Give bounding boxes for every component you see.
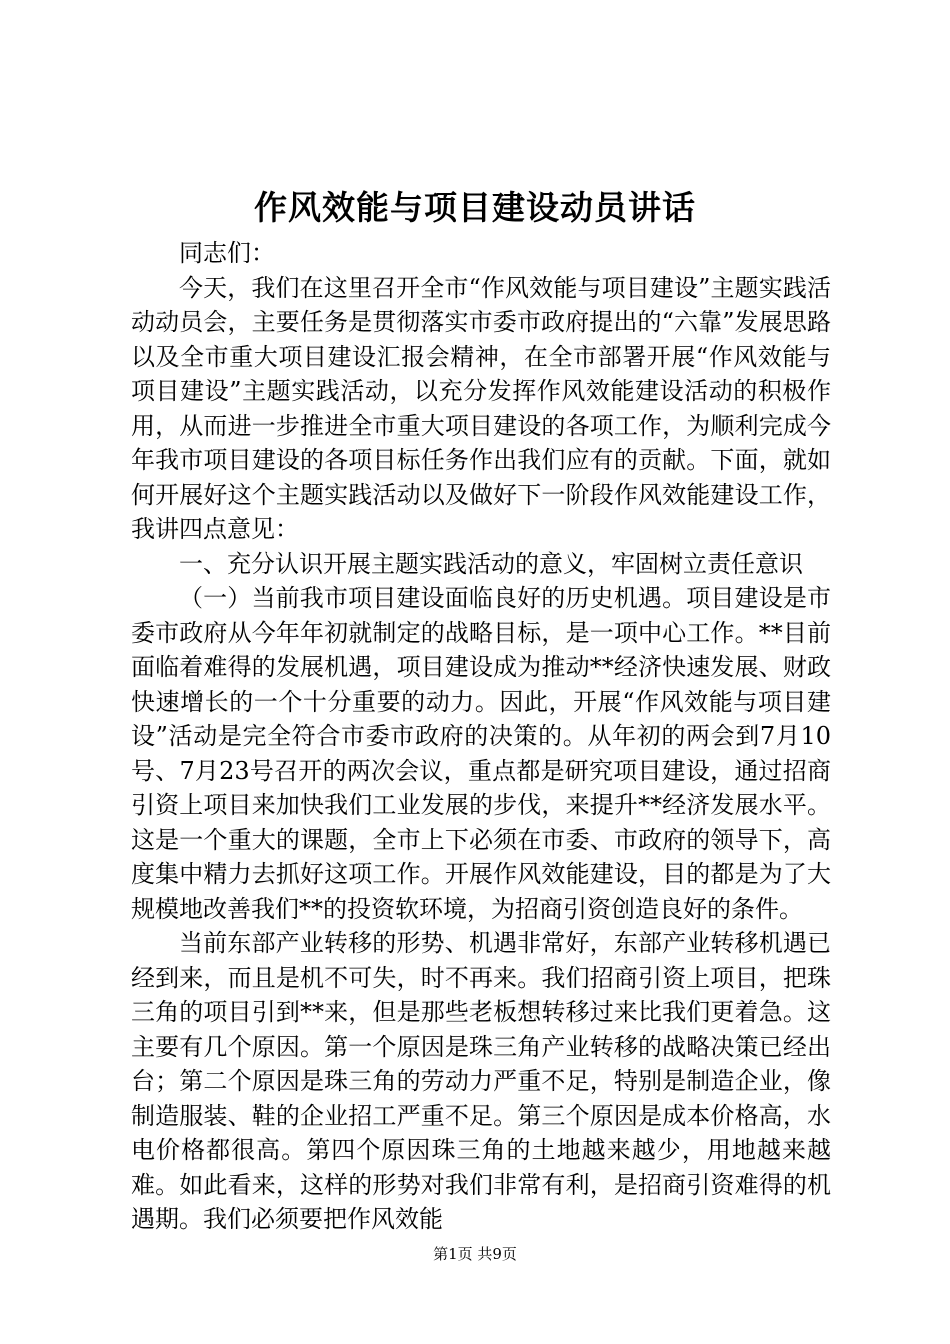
body-paragraph: 当前东部产业转移的形势、机遇非常好，东部产业转移机遇已经到来，而且是机不可失，时不再来。我们招商引资上项目，把珠三角的项目引到**来，但是那些老板想转移过来比我们更着急。这主要有几个原因。第一个原因是珠三角产业转移的战略决策已经出台；第二个原因是珠三角的劳动力严重不足，特别是制造企业，像制造服装、鞋的企业招工严重不足。第三个原因是成本价格高，水电价格都很高。第四个原因珠三角的土地越来越少，用地越来越难。如此看来，这样的形势对我们非常有利，是招商引资难得的机遇期。我们必须要把作风效能 [131, 929, 831, 1233]
page-footer: 第1页 共9页 [433, 1245, 517, 1263]
document-title: 作风效能与项目建设动员讲话 [254, 188, 696, 227]
document-body [131, 236, 831, 1237]
subsection-paragraph-1: （一）当前我市项目建设面临良好的历史机遇。项目建设是市委市政府从今年年初就制定的战略目标，是一项中心工作。**目前面临着难得的发展机遇，项目建设成为推动**经济快速发展、财政快速增长的一个十分重要的动力。因此，开展“作风效能与项目建设”活动是完全符合市委市政府的决策的。从年初的两会到7月10号、7月23号召开的两次会议，重点都是研究项目建设，通过招商引资上项目来加快我们工业发展的步伐，来提升**经济发展水平。这是一个重大的课题，全市上下必须在市委、市政府的领导下，高度集中精力去抓好这项工作。开展作风效能建设，目的都是为了大规模地改善我们**的投资软环境，为招商引资创造良好的条件。 [131, 584, 831, 923]
section-heading-1: 一、充分认识开展主题实践活动的意义，牢固树立责任意识 [179, 549, 803, 578]
salutation-paragraph: 同志们： [179, 239, 275, 267]
opening-paragraph: 今天，我们在这里召开全市“作风效能与项目建设”主题实践活动动员会，主要任务是贯彻落实市委市政府提出的“六靠”发展思路以及全市重大项目建设汇报会精神，在全市部署开展“作风效能与项目建设”主题实践活动，以充分发挥作风效能建设活动的积极作用，从而进一步推进全市重大项目建设的各项工作，为顺利完成今年我市项目建设的各项目标任务作出我们应有的贡献。下面，就如何开展好这个主题实践活动以及做好下一阶段作风效能建设工作，我讲四点意见： [131, 273, 831, 543]
